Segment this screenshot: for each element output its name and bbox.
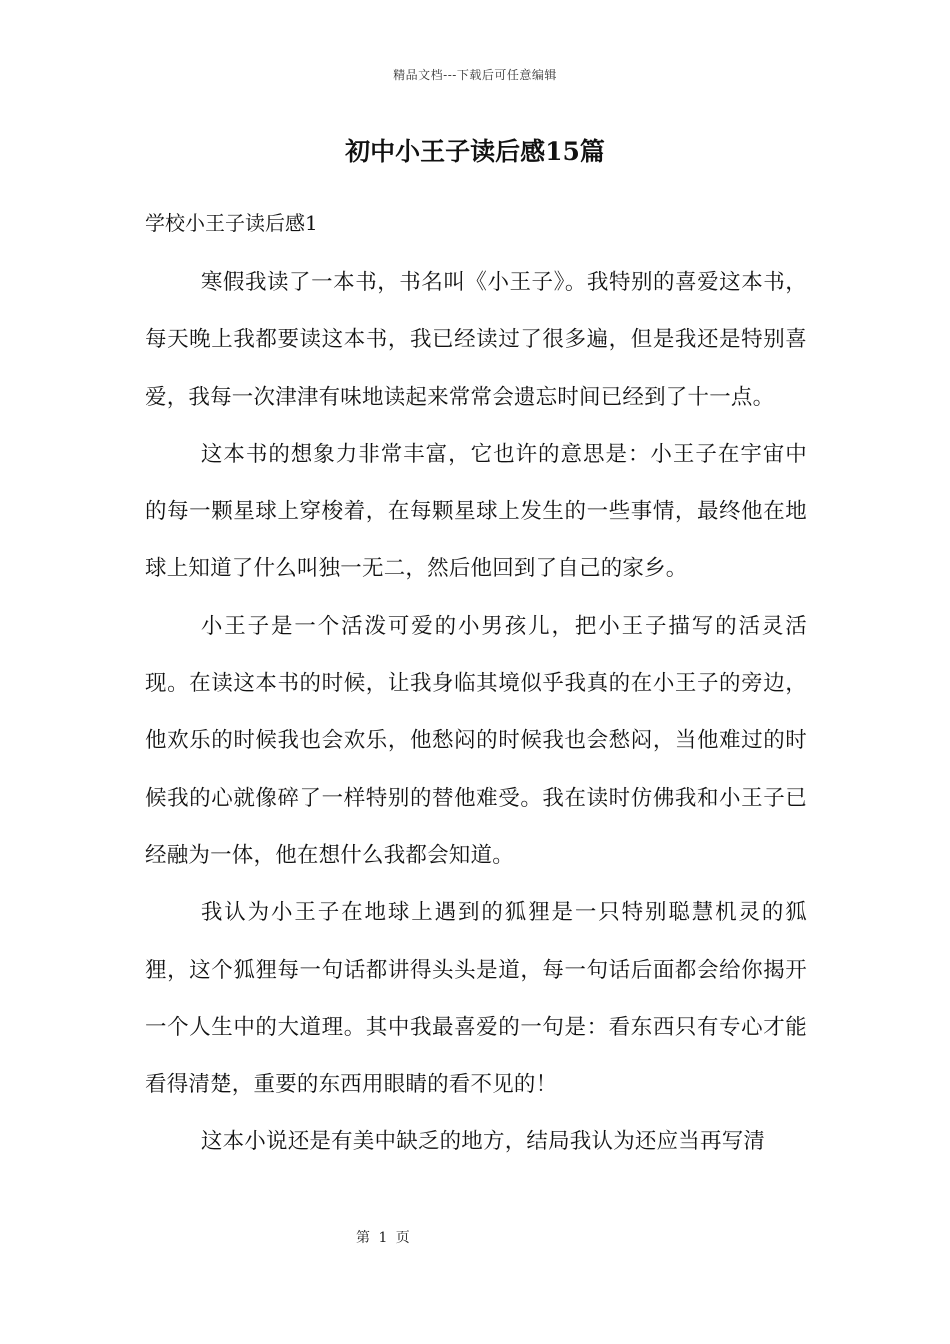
paragraph-3: 小王子是一个活泼可爱的小男孩儿，把小王子描写的活灵活现。在读这本书的时候，让我身临其境似乎我真的在小王子的旁边，他欢乐的时候我也会欢乐，他愁闷的时候我也会愁闷，当他难过的时候我的心就像碎了一样特别的替他难受。我在读时仿佛我和小王子已经融为一体，他在想什么我都会知道。 (145, 613, 807, 868)
header-note: 精品文档---下载后可任意编辑 (393, 68, 557, 82)
paragraph-5: 这本小说还是有美中缺乏的地方，结局我认为还应当再写清 (200, 1129, 766, 1155)
body-text (145, 254, 807, 1171)
paragraph-2: 这本书的想象力非常丰富，它也许的意思是：小王子在宇宙中的每一颗星球上穿梭着，在每颗星球上发生的一些事情，最终他在地球上知道了什么叫独一无二，然后他回到了自己的家乡。 (145, 441, 807, 582)
page-number: 第 1 页 (356, 1230, 412, 1246)
paragraph-4: 我认为小王子在地球上遇到的狐狸是一只特别聪慧机灵的狐狸，这个狐狸每一句话都讲得头头是道，每一句话后面都会给你揭开一个人生中的大道理。其中我最喜爱的一句是：看东西只有专心才能看得清楚，重要的东西用眼睛的看不见的！ (145, 900, 807, 1098)
document-title: 初中小王子读后感15篇 (345, 137, 605, 166)
paragraph-1: 寒假我读了一本书，书名叫《小王子》。我特别的喜爱这本书，每天晚上我都要读这本书，我已经读过了很多遍，但是我还是特别喜爱，我每一次津津有味地读起来常常会遗忘时间已经到了十一点。 (145, 270, 807, 410)
section-subtitle: 学校小王子读后感1 (145, 211, 318, 235)
